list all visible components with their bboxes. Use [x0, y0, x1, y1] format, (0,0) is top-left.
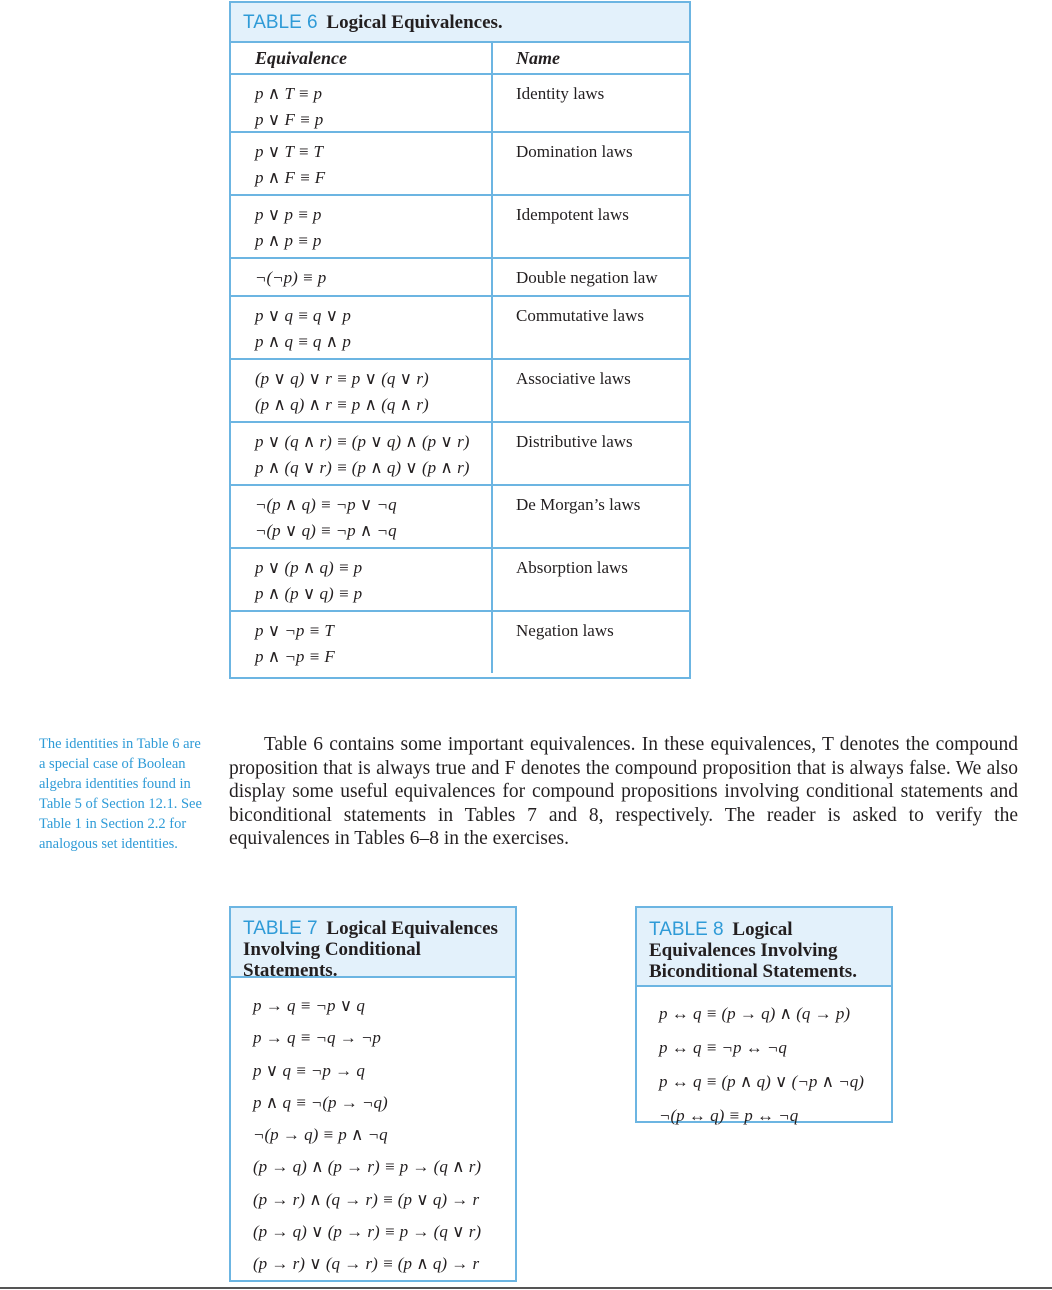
equivalence: p ∧ ¬p ≡ F: [255, 647, 335, 666]
equivalence: p ∨ q ≡ q ∨ p: [255, 306, 351, 325]
equivalence: p ↔ q ≡ ¬p ↔ ¬q: [659, 1038, 787, 1057]
law-name: Distributive laws: [516, 432, 633, 451]
table-6-number: TABLE 6: [243, 12, 318, 33]
table-8-number: TABLE 8: [649, 919, 724, 940]
equivalence: p ↔ q ≡ (p ∧ q) ∨ (¬p ∧ ¬q): [659, 1072, 864, 1091]
law-name: Double negation law: [516, 268, 658, 287]
table-row: [231, 484, 689, 547]
table-6-body: [231, 73, 689, 673]
equivalence-cell: [231, 360, 493, 421]
equivalence: p ∨ (q ∧ r) ≡ (p ∨ q) ∧ (p ∨ r): [255, 432, 470, 451]
law-name: Negation laws: [516, 621, 614, 640]
equivalence: p ∧ q ≡ ¬(p → ¬q): [253, 1092, 388, 1112]
equivalence: ¬(p ↔ q) ≡ p ↔ ¬q: [659, 1106, 799, 1125]
equivalence: (p ∨ q) ∨ r ≡ p ∨ (q ∨ r): [255, 369, 429, 388]
equivalence-cell: [231, 133, 493, 194]
law-name: De Morgan’s laws: [516, 495, 641, 514]
margin-note: The identities in Table 6 are a special case of Boolean algebra identities found in Table 5 of Section 12.1. See Table 1 in Section 2.2 for analogous set identities.: [39, 736, 202, 852]
law-name: Commutative laws: [516, 306, 644, 325]
table-6-title: Logical Equivalences.: [326, 12, 503, 33]
table-7: [229, 906, 517, 1282]
equivalence-cell: [231, 259, 493, 295]
equivalence: p ∧ F ≡ F: [255, 168, 326, 187]
equivalence: (p → r) ∨ (q → r) ≡ (p ∧ q) → r: [253, 1254, 480, 1274]
table-6: [229, 1, 691, 679]
equivalence: p ∧ (q ∨ r) ≡ (p ∧ q) ∨ (p ∧ r): [255, 458, 470, 477]
equivalence: (p → q) ∨ (p → r) ≡ p → (q ∨ r): [253, 1222, 482, 1242]
page-bottom-rule: [0, 1287, 1052, 1289]
equivalence-cell: [231, 423, 493, 484]
law-name: Idempotent laws: [516, 205, 629, 224]
law-name: Domination laws: [516, 142, 633, 161]
equivalence-column-header: Equivalence: [231, 43, 493, 73]
table-row: [231, 194, 689, 257]
table-row: [231, 257, 689, 295]
table-row: [231, 73, 689, 131]
equivalence-cell: [231, 486, 493, 547]
equivalence-cell: [231, 612, 493, 673]
equivalence: (p → r) ∧ (q → r) ≡ (p ∨ q) → r: [253, 1189, 480, 1209]
table-7-title: Logical Equivalences Involving Conditional Statements.: [243, 918, 498, 981]
table-8-body: [637, 987, 891, 1133]
table-row: [231, 610, 689, 673]
table-8: [635, 906, 893, 1123]
equivalence: p ∨ (p ∧ q) ≡ p: [255, 558, 363, 577]
equivalence: p ↔ q ≡ (p → q) ∧ (q → p): [659, 1004, 851, 1023]
equivalence: p ∧ (p ∨ q) ≡ p: [255, 584, 363, 603]
equivalence: p ∨ F ≡ p: [255, 110, 324, 129]
equivalence: p ∨ q ≡ ¬p → q: [253, 1060, 365, 1080]
equivalence-cell: [231, 297, 493, 358]
table-6-header-row: [231, 43, 689, 73]
equivalence: (p ∧ q) ∧ r ≡ p ∧ (q ∧ r): [255, 395, 429, 414]
law-name: Associative laws: [516, 369, 631, 388]
equivalence: ¬(p ∨ q) ≡ ¬p ∧ ¬q: [255, 521, 397, 540]
equivalence: (p → q) ∧ (p → r) ≡ p → (q ∧ r): [253, 1157, 482, 1177]
table-7-number: TABLE 7: [243, 918, 318, 939]
equivalence: p → q ≡ ¬p ∨ q: [253, 996, 365, 1015]
table-7-body: [231, 978, 515, 1281]
equivalence: ¬(¬p) ≡ p: [255, 268, 327, 287]
equivalence: p ∨ p ≡ p: [255, 205, 322, 224]
equivalence: p ∧ T ≡ p: [255, 84, 323, 103]
equivalence: ¬(p → q) ≡ p ∧ ¬q: [253, 1125, 388, 1145]
table-row: [231, 295, 689, 358]
table-row: [231, 358, 689, 421]
table-row: [231, 547, 689, 610]
name-column-header: Name: [516, 48, 560, 68]
table-6-caption: [231, 3, 689, 43]
equivalence: p → q ≡ ¬q → ¬p: [253, 1028, 381, 1048]
equivalence: p ∧ q ≡ q ∧ p: [255, 332, 351, 351]
body-paragraph: Table 6 contains some important equivalences. In these equivalences, T denotes the compound proposition that is always true and F denotes the compound proposition that is always false. We also display some useful equivalences for compound propositions involving conditional statements and biconditional statements in Tables 7 and 8, respectively. The reader is asked to verify the equivalences in Tables 6–8 in the exercises.: [229, 734, 1018, 850]
table-row: [231, 421, 689, 484]
equivalence: p ∧ p ≡ p: [255, 231, 322, 250]
law-name: Identity laws: [516, 84, 605, 103]
equivalence-cell: [231, 196, 493, 257]
equivalence: ¬(p ∧ q) ≡ ¬p ∨ ¬q: [255, 495, 397, 514]
table-8-caption: [637, 908, 891, 987]
table-row: [231, 131, 689, 194]
equivalence-cell: [231, 549, 493, 610]
law-name: Absorption laws: [516, 558, 628, 577]
equivalence-cell: [231, 75, 493, 131]
equivalence: p ∨ T ≡ T: [255, 142, 324, 161]
table-8-title: Logical Equivalences Involving Biconditional Statements.: [649, 919, 857, 982]
equivalence: p ∨ ¬p ≡ T: [255, 621, 334, 640]
table-7-caption: [231, 908, 515, 981]
